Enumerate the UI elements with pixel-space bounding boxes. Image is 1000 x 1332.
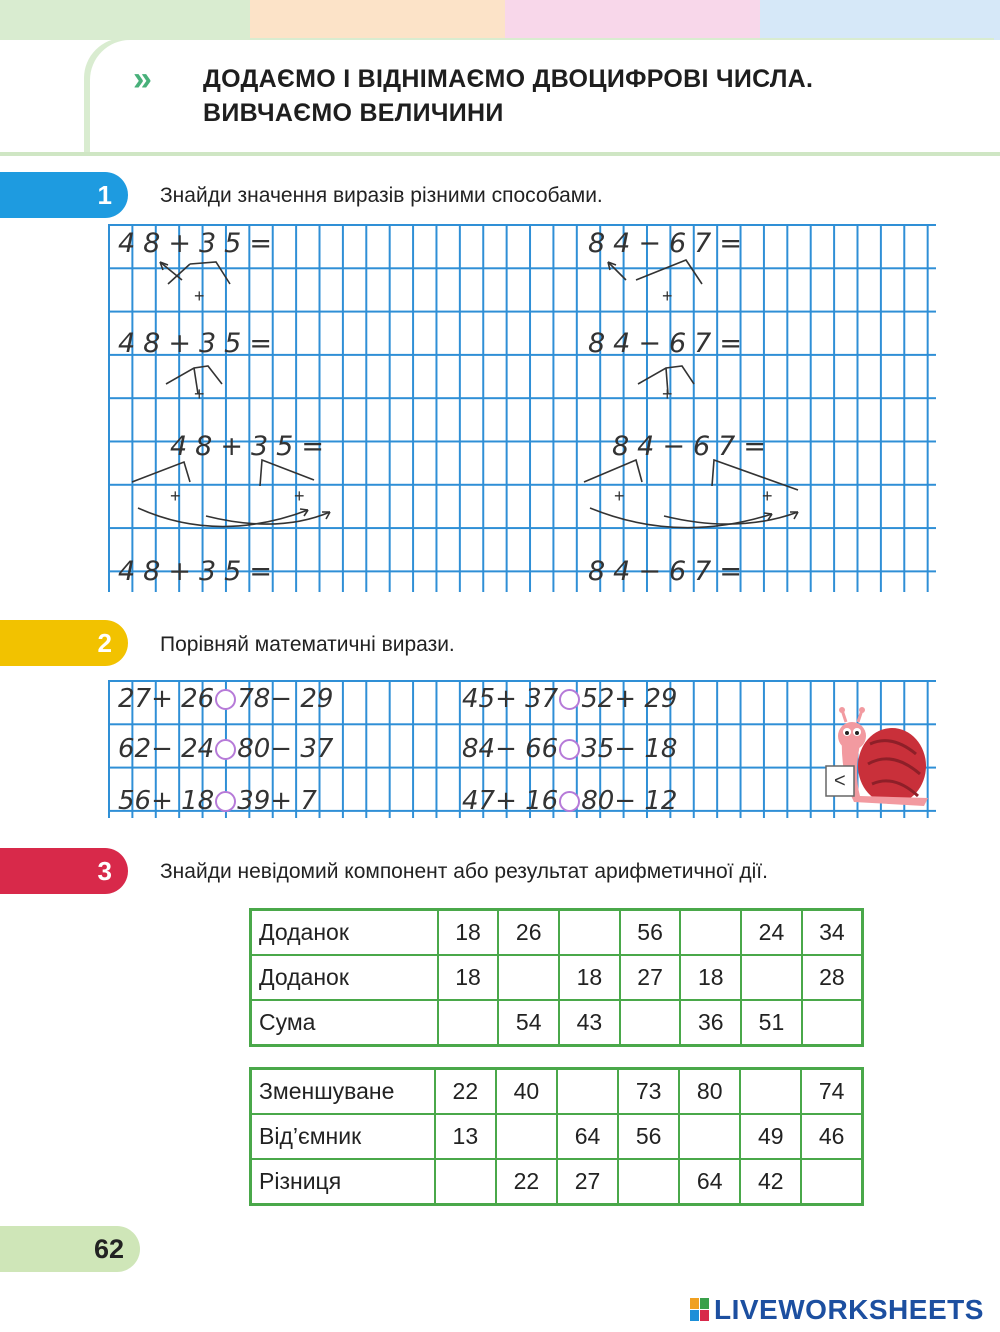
row-label: Сума [251, 1000, 438, 1046]
compare-row-2-right [462, 734, 677, 764]
table-cell[interactable]: 46 [801, 1114, 862, 1159]
table-cell[interactable] [801, 1159, 862, 1205]
table-cell[interactable] [618, 1159, 679, 1205]
plus-mark: + [662, 384, 673, 404]
table-row [251, 1000, 863, 1046]
page-number: 62 [0, 1226, 140, 1272]
table-cell[interactable] [557, 1069, 618, 1115]
page-title [203, 62, 813, 130]
table-row [251, 910, 863, 956]
compare-circle[interactable] [559, 791, 580, 812]
table-row [251, 1114, 863, 1159]
table-row [251, 1069, 863, 1115]
table-cell[interactable]: 27 [557, 1159, 618, 1205]
compare-row-1-right [462, 684, 677, 714]
table-cell[interactable] [438, 1000, 499, 1046]
expression: 52+ 29 [581, 684, 678, 714]
table-cell[interactable]: 51 [741, 1000, 802, 1046]
task-1-left-expr-1: 48+35= [118, 228, 280, 259]
table-cell[interactable]: 56 [618, 1114, 679, 1159]
table-cell[interactable] [680, 910, 741, 956]
expression: 78− 29 [237, 684, 334, 714]
table-cell[interactable] [496, 1114, 557, 1159]
compare-row-1-left [118, 684, 333, 714]
table-cell[interactable]: 18 [438, 910, 499, 956]
task-2-instruction: Порівняй математичні вирази. [160, 633, 455, 656]
task-1-left-expr-4: 48+35= [118, 556, 280, 587]
table-row [251, 1159, 863, 1205]
compare-circle[interactable] [215, 739, 236, 760]
table-cell[interactable]: 80 [679, 1069, 740, 1115]
snail-sign-text: < [834, 770, 846, 792]
row-label: Доданок [251, 955, 438, 1000]
expression: 27+ 26 [118, 684, 215, 714]
table-cell[interactable] [740, 1069, 801, 1115]
task-2-number: 2 [0, 620, 128, 666]
table-cell[interactable]: 74 [801, 1069, 862, 1115]
expression: 80− 12 [581, 786, 678, 816]
compare-circle[interactable] [215, 689, 236, 710]
task-1-left-expr-3: 48+35= [170, 431, 332, 462]
row-label: Від’ємник [251, 1114, 435, 1159]
title-line-1: ДОДАЄМО І ВІДНІМАЄМО ДВОЦИФРОВІ ЧИСЛА. [203, 65, 814, 93]
compare-circle[interactable] [215, 791, 236, 812]
brand-name[interactable]: LIVEWORKSHEETS [714, 1294, 984, 1325]
task-1-right-expr-3: 84−67= [612, 431, 774, 462]
liveworksheets-logo-icon [690, 1298, 710, 1322]
table-cell[interactable]: 26 [498, 910, 559, 956]
plus-mark: + [194, 286, 205, 306]
table-cell[interactable]: 73 [618, 1069, 679, 1115]
table-cell[interactable]: 24 [741, 910, 802, 956]
table-cell[interactable]: 56 [620, 910, 681, 956]
task-1-right-expr-4: 84−67= [588, 556, 750, 587]
compare-row-3-left [118, 786, 317, 816]
table-row [251, 955, 863, 1000]
table-cell[interactable]: 42 [740, 1159, 801, 1205]
addition-table [249, 908, 864, 1047]
table-cell[interactable] [435, 1159, 496, 1205]
table-cell[interactable] [679, 1114, 740, 1159]
expression: 35− 18 [581, 734, 678, 764]
table-cell[interactable]: 28 [802, 955, 863, 1000]
table-cell[interactable]: 18 [438, 955, 499, 1000]
table-cell[interactable]: 18 [680, 955, 741, 1000]
task-1-right-expr-1: 84−67= [588, 228, 750, 259]
plus-mark: + [294, 486, 305, 506]
table-cell[interactable]: 18 [559, 955, 620, 1000]
table-cell[interactable]: 22 [435, 1069, 496, 1115]
compare-circle[interactable] [559, 739, 580, 760]
table-cell[interactable]: 54 [498, 1000, 559, 1046]
task-1-number: 1 [0, 172, 128, 218]
table-cell[interactable]: 43 [559, 1000, 620, 1046]
expression: 56+ 18 [118, 786, 215, 816]
table-cell[interactable]: 27 [620, 955, 681, 1000]
table-cell[interactable]: 49 [740, 1114, 801, 1159]
table-cell[interactable]: 34 [802, 910, 863, 956]
table-cell[interactable]: 36 [680, 1000, 741, 1046]
subtraction-table [249, 1067, 864, 1206]
task-1-instruction: Знайди значення виразів різними способами. [160, 184, 603, 207]
task-1-right-expr-2: 84−67= [588, 328, 750, 359]
expression: 45+ 37 [462, 684, 559, 714]
plus-mark: + [762, 486, 773, 506]
row-label: Різниця [251, 1159, 435, 1205]
table-cell[interactable] [498, 955, 559, 1000]
table-cell[interactable] [559, 910, 620, 956]
task-3-instruction: Знайди невідомий компонент або результат арифметичної дії. [160, 860, 768, 883]
task-3-number: 3 [0, 848, 128, 894]
compare-circle[interactable] [559, 689, 580, 710]
table-cell[interactable] [620, 1000, 681, 1046]
compare-row-3-right [462, 786, 677, 816]
snail-illustration [820, 704, 930, 814]
expression: 62− 24 [118, 734, 215, 764]
row-label: Доданок [251, 910, 438, 956]
table-cell[interactable]: 64 [679, 1159, 740, 1205]
table-cell[interactable]: 40 [496, 1069, 557, 1115]
chevron-icon: » [133, 60, 144, 98]
task-1-left-expr-2: 48+35= [118, 328, 280, 359]
task-1-branch-lines [108, 224, 936, 592]
table-cell[interactable]: 22 [496, 1159, 557, 1205]
expression: 80− 37 [237, 734, 334, 764]
table-cell[interactable] [741, 955, 802, 1000]
expression: 47+ 16 [462, 786, 559, 816]
table-cell[interactable]: 13 [435, 1114, 496, 1159]
plus-mark: + [614, 486, 625, 506]
expression: 39+ 7 [237, 786, 317, 816]
expression: 84− 66 [462, 734, 559, 764]
table-cell[interactable] [802, 1000, 863, 1046]
header-divider [0, 152, 1000, 156]
compare-row-2-left [118, 734, 333, 764]
plus-mark: + [194, 384, 205, 404]
title-line-2: ВИВЧАЄМО ВЕЛИЧИНИ [203, 99, 504, 127]
plus-mark: + [662, 286, 673, 306]
row-label: Зменшуване [251, 1069, 435, 1115]
plus-mark: + [170, 486, 181, 506]
table-cell[interactable]: 64 [557, 1114, 618, 1159]
